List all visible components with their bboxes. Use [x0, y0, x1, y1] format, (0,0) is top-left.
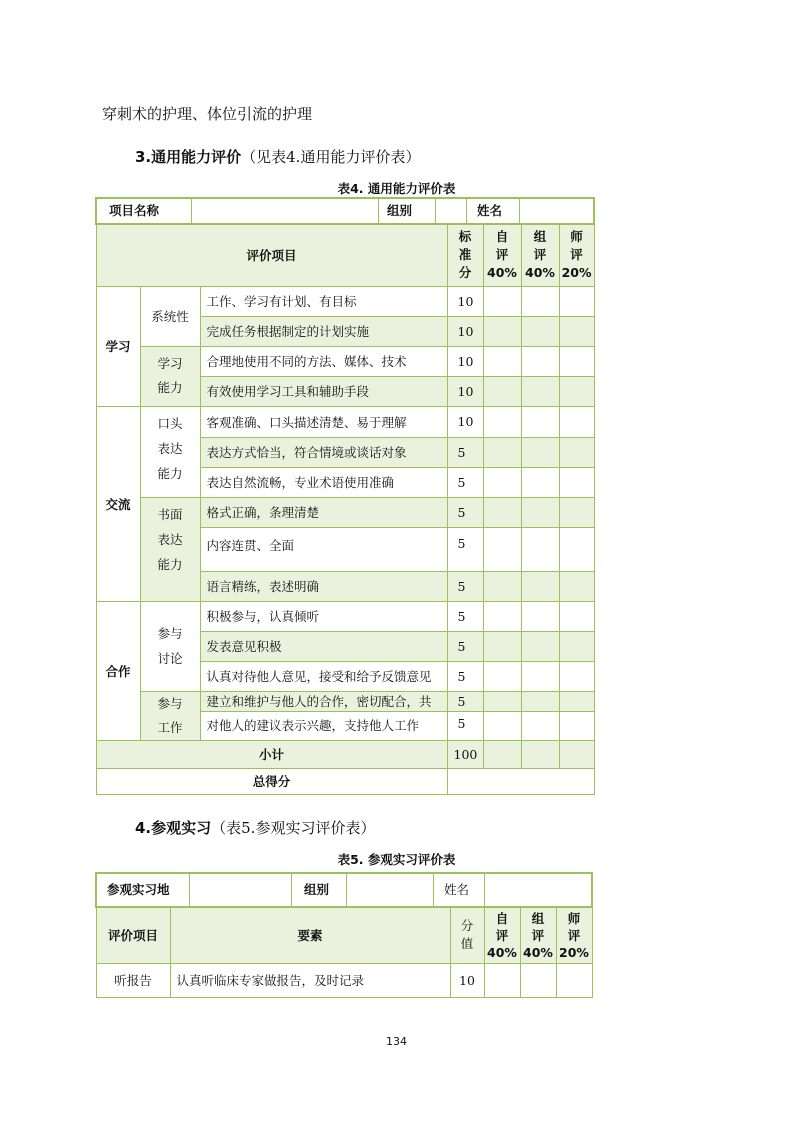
- cat-comm: 交流: [96, 406, 140, 601]
- row-score: 10: [447, 406, 483, 437]
- team-cell[interactable]: [521, 711, 559, 740]
- t5-group-field[interactable]: [347, 874, 434, 906]
- general-ability-table: [95, 197, 595, 795]
- section-3-heading: [135, 146, 420, 167]
- t5-col-teacher: [556, 907, 592, 963]
- row-text: 完成任务根据制定的计划实施: [200, 316, 447, 346]
- row-score: 5: [447, 711, 483, 740]
- row-score: 5: [447, 631, 483, 661]
- col-teacher-label: 师 评 20%: [561, 229, 592, 281]
- teacher-cell[interactable]: [559, 346, 594, 376]
- self-cell[interactable]: [483, 376, 521, 406]
- sub-written-label: 书面 表达 能力: [157, 506, 183, 572]
- teacher-cell[interactable]: [559, 406, 594, 437]
- row-score: 10: [447, 376, 483, 406]
- group-field[interactable]: [436, 199, 467, 223]
- team-cell[interactable]: [521, 286, 559, 316]
- col-team: [521, 224, 559, 286]
- team-cell[interactable]: [521, 316, 559, 346]
- site-label: 参观实习地: [97, 874, 190, 906]
- row-text: 内容连贯、全面: [200, 527, 447, 571]
- subtotal-team[interactable]: [521, 740, 559, 768]
- row-text: 表达方式恰当，符合情境或谈话对象: [200, 437, 447, 467]
- col-std-score: [447, 224, 483, 286]
- row-text: 积极参与，认真倾听: [200, 601, 447, 631]
- self-cell[interactable]: [483, 661, 521, 691]
- teacher-cell[interactable]: [559, 316, 594, 346]
- team-cell[interactable]: [521, 631, 559, 661]
- cat-coop: 合作: [96, 601, 140, 740]
- sub-oral: [140, 406, 200, 497]
- intro-line: 穿刺术的护理、体位引流的护理: [102, 105, 313, 123]
- sub-system: 系统性: [140, 286, 200, 346]
- self-cell[interactable]: [483, 527, 521, 571]
- subtotal-teacher[interactable]: [559, 740, 594, 768]
- visit-practice-table: [95, 872, 593, 998]
- row-text: 有效使用学习工具和辅助手段: [200, 376, 447, 406]
- teacher-cell[interactable]: [559, 631, 594, 661]
- t5-col-team: [520, 907, 556, 963]
- t5-col-score-label: 分 值: [460, 918, 474, 952]
- sub-work-label: 参与 工作: [157, 695, 183, 735]
- sub-discuss-label: 参与 讨论: [157, 626, 183, 666]
- team-cell[interactable]: [521, 691, 559, 711]
- teacher-cell[interactable]: [559, 467, 594, 497]
- sub-discuss: [140, 601, 200, 691]
- team-cell[interactable]: [521, 661, 559, 691]
- t5-row-item: 听报告: [96, 963, 170, 997]
- total-label: 总得分: [96, 768, 447, 794]
- table4-caption: 表4. 通用能力评价表: [337, 181, 456, 196]
- row-text: 表达自然流畅，专业术语使用准确: [200, 467, 447, 497]
- self-cell[interactable]: [483, 601, 521, 631]
- row-text: 客观准确、口头描述清楚、易于理解: [200, 406, 447, 437]
- cat-study: 学习: [96, 286, 140, 406]
- section-4-title: 4.参观实习: [135, 819, 212, 837]
- row-score: 5: [447, 601, 483, 631]
- t5-col-item: 评价项目: [96, 907, 170, 963]
- t5-col-self: [484, 907, 520, 963]
- teacher-cell[interactable]: [559, 601, 594, 631]
- name-label: 姓名: [467, 199, 520, 223]
- t5-group-label: 组别: [292, 874, 347, 906]
- t5-col-elements: 要素: [170, 907, 450, 963]
- self-cell[interactable]: [483, 467, 521, 497]
- section-4-paren: （表5.参观实习评价表）: [211, 819, 376, 837]
- section-3-paren: （见表4.通用能力评价表）: [241, 148, 421, 166]
- teacher-cell[interactable]: [559, 571, 594, 601]
- table5-caption: 表5. 参观实习评价表: [337, 852, 456, 867]
- row-score: 10: [447, 316, 483, 346]
- col-eval-item: 评价项目: [96, 224, 447, 286]
- section-3-title: 3.通用能力评价: [135, 148, 242, 166]
- col-teacher: [559, 224, 594, 286]
- row-text: 建立和维护与他人的合作，密切配合，共: [200, 691, 447, 711]
- teacher-cell[interactable]: [559, 691, 594, 711]
- team-cell[interactable]: [521, 527, 559, 571]
- row-text: 发表意见积极: [200, 631, 447, 661]
- t5-row-text: 认真听临床专家做报告，及时记录: [170, 963, 450, 997]
- self-cell[interactable]: [483, 497, 521, 527]
- self-cell[interactable]: [483, 346, 521, 376]
- row-score: 5: [447, 661, 483, 691]
- teacher-cell[interactable]: [559, 661, 594, 691]
- sub-work: [140, 691, 200, 740]
- row-text: 认真对待他人意见，接受和给予反馈意见: [200, 661, 447, 691]
- self-cell[interactable]: [483, 406, 521, 437]
- row-score: 5: [447, 437, 483, 467]
- row-score: 10: [447, 346, 483, 376]
- t5-col-score: [450, 907, 484, 963]
- team-cell[interactable]: [521, 601, 559, 631]
- row-score: 5: [447, 571, 483, 601]
- col-self-label: 自 评 40%: [487, 229, 517, 281]
- row-text: 合理地使用不同的方法、媒体、技术: [200, 346, 447, 376]
- teacher-cell[interactable]: [559, 497, 594, 527]
- page-number: 134: [386, 1035, 407, 1048]
- total-value-field[interactable]: [447, 768, 594, 794]
- sub-study-ability: [140, 346, 200, 406]
- teacher-cell[interactable]: [559, 376, 594, 406]
- teacher-cell[interactable]: [559, 286, 594, 316]
- self-cell[interactable]: [483, 286, 521, 316]
- sub-oral-label: 口头 表达 能力: [157, 415, 183, 481]
- self-cell[interactable]: [483, 437, 521, 467]
- t5-col-team-label: 组 评 40%: [523, 910, 553, 960]
- team-cell[interactable]: [521, 406, 559, 437]
- t5-row-score: 10: [450, 963, 484, 997]
- col-team-label: 组 评 40%: [525, 229, 555, 281]
- project-name-label: 项目名称: [97, 199, 192, 223]
- team-cell[interactable]: [521, 437, 559, 467]
- sub-study-ability-label: 学习 能力: [157, 356, 183, 395]
- t5-col-self-label: 自 评 40%: [487, 910, 517, 960]
- t5-team-cell[interactable]: [520, 963, 556, 997]
- project-name-field[interactable]: [192, 199, 379, 223]
- site-field[interactable]: [190, 874, 292, 906]
- row-score: 10: [447, 286, 483, 316]
- team-cell[interactable]: [521, 571, 559, 601]
- teacher-cell[interactable]: [559, 711, 594, 740]
- self-cell[interactable]: [483, 711, 521, 740]
- row-text: 格式正确，条理清楚: [200, 497, 447, 527]
- name-field[interactable]: [520, 199, 593, 223]
- subtotal-self[interactable]: [483, 740, 521, 768]
- row-score: 5: [447, 467, 483, 497]
- row-text: 对他人的建议表示兴趣，支持他人工作: [200, 711, 447, 740]
- t5-col-teacher-label: 师 评 20%: [559, 910, 589, 960]
- row-score: 5: [447, 497, 483, 527]
- self-cell[interactable]: [483, 631, 521, 661]
- teacher-cell[interactable]: [559, 437, 594, 467]
- team-cell[interactable]: [521, 497, 559, 527]
- t5-self-cell[interactable]: [484, 963, 520, 997]
- row-text: 工作、学习有计划、有目标: [200, 286, 447, 316]
- self-cell[interactable]: [483, 691, 521, 711]
- self-cell[interactable]: [483, 316, 521, 346]
- row-score: 5: [447, 691, 483, 711]
- section-4-heading: [135, 817, 375, 838]
- team-cell[interactable]: [521, 376, 559, 406]
- subtotal-label: 小计: [96, 740, 447, 768]
- col-self: [483, 224, 521, 286]
- col-std-label: 标 准 分: [458, 229, 472, 281]
- self-cell[interactable]: [483, 571, 521, 601]
- t5-name-field[interactable]: [485, 874, 591, 906]
- row-score: 5: [447, 527, 483, 571]
- t5-name-label: 姓名: [434, 874, 485, 906]
- row-text: 语言精练，表述明确: [200, 571, 447, 601]
- teacher-cell[interactable]: [559, 527, 594, 571]
- sub-written: [140, 497, 200, 601]
- t5-teacher-cell[interactable]: [556, 963, 592, 997]
- subtotal-value: 100: [447, 740, 483, 768]
- team-cell[interactable]: [521, 467, 559, 497]
- group-label: 组别: [379, 199, 436, 223]
- team-cell[interactable]: [521, 346, 559, 376]
